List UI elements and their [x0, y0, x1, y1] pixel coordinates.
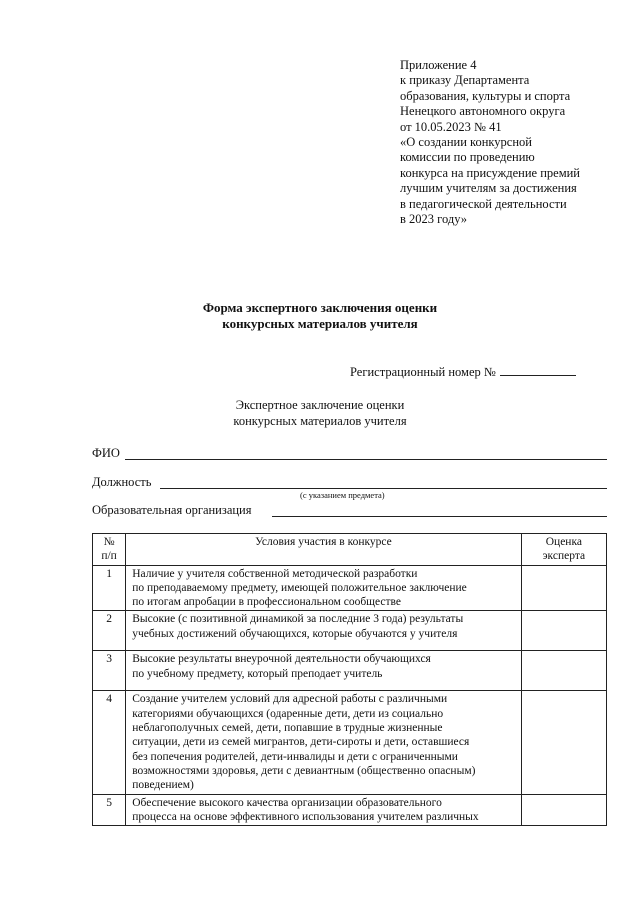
form-title-line2: конкурсных материалов учителя — [222, 316, 418, 331]
header-conditions: Условия участия в конкурсе — [126, 534, 522, 566]
appendix-line: Ненецкого автономного округа — [400, 104, 566, 119]
row-score-cell[interactable] — [521, 611, 606, 651]
row-conditions — [126, 565, 522, 611]
row-line: учебных достижений обучающихся, которые обучаются у учителя — [132, 627, 458, 640]
row-line: процесса на основе эффективного использования учителем различных — [132, 810, 479, 823]
header-score — [521, 534, 606, 566]
row-num: 1 — [93, 565, 126, 611]
row-line: Наличие у учителя собственной методической разработки — [132, 567, 418, 580]
table-row — [93, 691, 607, 794]
header-score-line1: Оценка — [545, 536, 582, 548]
row-conditions — [126, 611, 522, 651]
row-conditions — [126, 651, 522, 691]
table-row — [93, 651, 607, 691]
conclusion-title-line2: конкурсных материалов учителя — [233, 414, 407, 428]
header-num-line2: п/п — [101, 550, 117, 563]
position-hint: (с указанием предмета) — [300, 490, 385, 500]
appendix-line: конкурса на присуждение премий — [400, 165, 580, 180]
appendix-line: от 10.05.2023 № 41 — [400, 119, 502, 134]
row-score-cell[interactable] — [521, 651, 606, 691]
position-label: Должность — [92, 475, 152, 489]
row-num: 5 — [93, 794, 126, 826]
row-num: 4 — [93, 691, 126, 794]
table-header-row — [93, 534, 607, 566]
criteria-table — [92, 533, 607, 826]
conclusion-title-line1: Экспертное заключение оценки — [235, 398, 405, 412]
row-line: Высокие (с позитивной динамикой за последние 3 года) результаты — [132, 613, 464, 626]
header-num-line1: № — [103, 536, 115, 548]
row-score-cell[interactable] — [521, 691, 606, 794]
table-row — [93, 794, 607, 826]
appendix-line: в 2023 году» — [400, 212, 468, 227]
row-line: поведением) — [132, 779, 194, 792]
appendix-line: образования, культуры и спорта — [400, 88, 571, 103]
row-conditions — [126, 794, 522, 826]
row-conditions — [126, 691, 522, 794]
appendix-line: к приказу Департамента — [400, 73, 530, 88]
row-score-cell[interactable] — [521, 794, 606, 826]
form-title-line1: Форма экспертного заключения оценки — [202, 300, 438, 315]
row-line: по преподаваемому предмету, имеющей положительное заключение — [132, 581, 467, 594]
row-line: Обеспечение высокого качества организации образовательного — [132, 796, 442, 809]
row-line: по итогам апробации в профессиональном сообществе — [132, 596, 402, 609]
row-line: без попечения родителей, дети-инвалиды и дети с ограниченными — [132, 750, 458, 763]
organization-label: Образовательная организация — [92, 503, 252, 517]
row-line: неблагополучных семей, дети, попавшие в трудные жизненные — [132, 722, 443, 735]
header-score-line2: эксперта — [542, 550, 586, 563]
registration-label: Регистрационный номер № — [350, 365, 496, 379]
row-line: категориями обучающихся (одаренные дети, дети из социально — [132, 707, 444, 720]
row-line: Создание учителем условий для адресной работы с различными — [132, 693, 448, 706]
row-line: ситуации, дети из семей мигрантов, дети-сироты и дети, оставшиеся — [132, 736, 470, 749]
header-num — [93, 534, 126, 566]
row-num: 3 — [93, 651, 126, 691]
table-row — [93, 565, 607, 611]
appendix-line: в педагогической деятельности — [400, 196, 567, 211]
appendix-line: «О создании конкурсной — [400, 135, 532, 150]
appendix-line: комиссии по проведению — [400, 150, 535, 165]
row-line: возможностями здоровья, дети с девиантным (общественно опасным) — [132, 764, 476, 777]
table-row — [93, 611, 607, 651]
appendix-line: Приложение 4 — [400, 58, 477, 72]
fio-label: ФИО — [92, 446, 120, 460]
row-num: 2 — [93, 611, 126, 651]
row-line: Высокие результаты внеурочной деятельности обучающихся — [132, 653, 431, 666]
row-score-cell[interactable] — [521, 565, 606, 611]
row-line: по учебному предмету, который преподает учитель — [132, 667, 383, 680]
appendix-line: лучшим учителям за достижения — [400, 181, 577, 196]
